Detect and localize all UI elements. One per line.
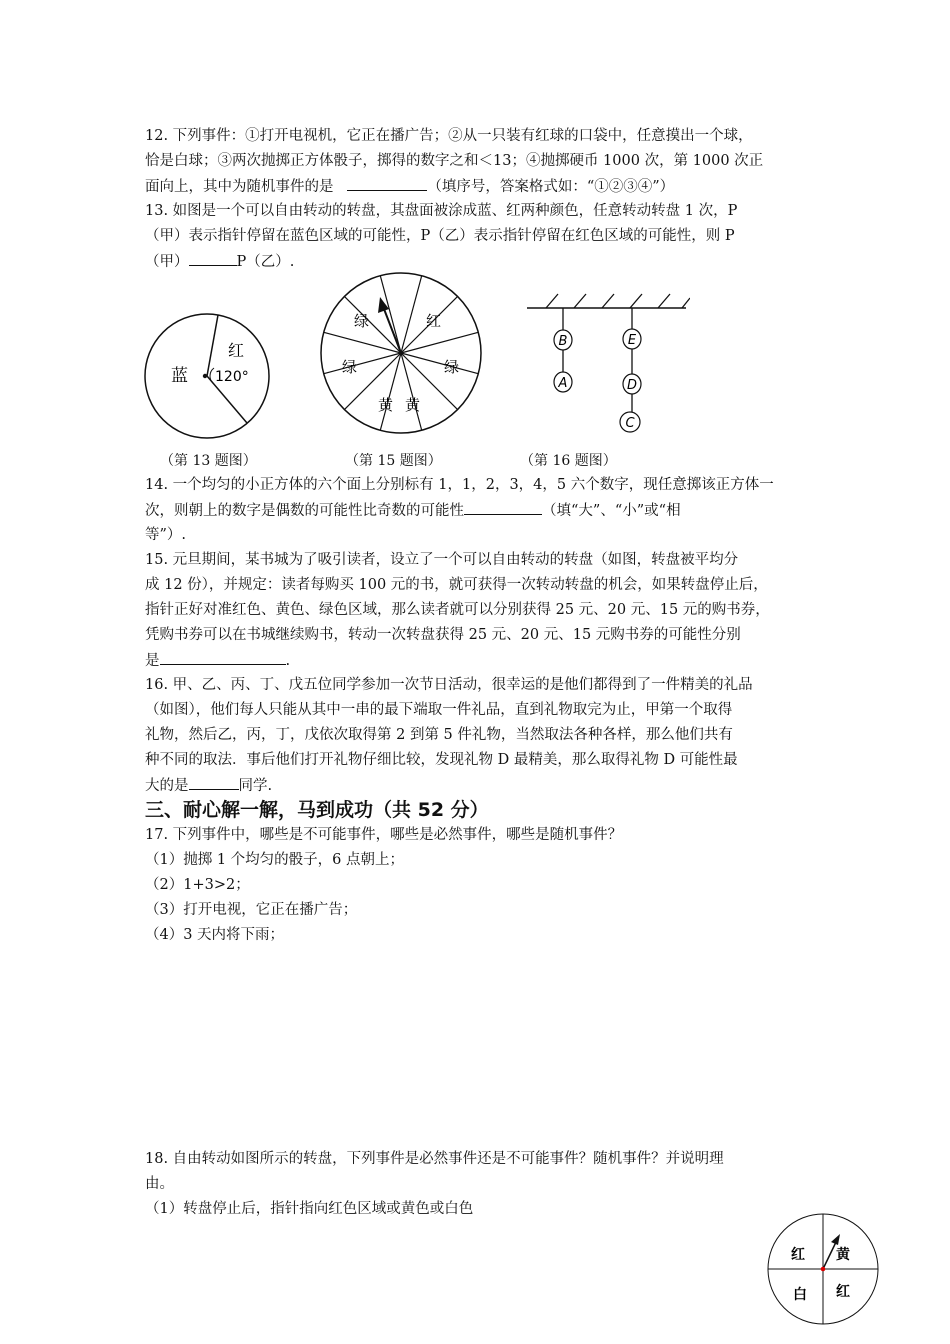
fig16-gift-d: D xyxy=(626,378,638,393)
q14-text: 次，则朝上的数字是偶数的可能性比奇数的可能性 xyxy=(145,503,464,519)
q16-text: 大的是 xyxy=(145,778,189,794)
fig13-red-label: 红 xyxy=(228,341,245,360)
fig15-label-green-2: 绿 xyxy=(342,358,358,376)
fig15-label-yellow-1: 黄 xyxy=(378,396,394,414)
fig16-gift-b: B xyxy=(558,334,568,349)
q15-line5 xyxy=(145,648,810,674)
fig15-pointer-head xyxy=(378,297,389,313)
q16-answer-blank[interactable] xyxy=(189,773,239,790)
fig15-sector-divider xyxy=(401,353,422,430)
fig16-caption: （第 16 题图） xyxy=(520,453,617,469)
fig16-gift-c: C xyxy=(625,416,635,431)
q13-answer-blank[interactable] xyxy=(189,249,237,266)
fig15-caption: （第 15 题图） xyxy=(345,453,442,469)
q17-item-1: （1）抛掷 1 个均匀的骰子，6 点朝上； xyxy=(145,852,405,868)
fig16-gift-e: E xyxy=(627,333,637,348)
q14-line1: 14. 一个均匀的小正方体的六个面上分别标有 1，1，2，3，4，5 六个数字，现任意掷该正方体一 xyxy=(145,477,774,493)
fig15-label-green-1: 绿 xyxy=(354,312,370,330)
q18-item-1: （1）转盘停止后，指针指向红色区域或黄色或白色 xyxy=(145,1201,474,1217)
q16-line4: 种不同的取法．事后他们打开礼物仔细比较，发现礼物 D 最精美，那么取得礼物 D 可能性最 xyxy=(145,752,738,768)
section-3-heading: 三、耐心解一解，马到成功（共 52 分） xyxy=(145,799,489,821)
q15-text: 是 xyxy=(145,653,160,669)
fig15-sector-divider xyxy=(324,353,401,374)
fig18-label-yellow: 黄 xyxy=(836,1247,850,1263)
q15-answer-blank[interactable] xyxy=(160,648,286,665)
q15-text-end: . xyxy=(285,653,291,669)
q12-line3 xyxy=(145,174,810,200)
q18-line2: 由。 xyxy=(145,1176,174,1192)
fig15-label-yellow-2: 黄 xyxy=(405,396,421,414)
q17-stem: 17. 下列事件中，哪些是不可能事件，哪些是必然事件，哪些是随机事件？ xyxy=(145,827,623,843)
q16-text-end: 同学. xyxy=(238,778,273,794)
q13-line2: （甲）表示指针停留在蓝色区域的可能性，P（乙）表示指针停留在红色区域的可能性，则 P xyxy=(145,228,735,244)
fig15-sector-divider xyxy=(380,353,401,430)
fig15-sector-divider xyxy=(344,296,401,353)
fig15-sector-divider xyxy=(401,353,478,374)
fig15-label-green-3: 绿 xyxy=(444,358,460,376)
q14-line3: 等”）. xyxy=(145,527,187,543)
q12-answer-blank[interactable] xyxy=(347,174,427,191)
q12-line1: 12. 下列事件：①打开电视机，它正在播广告；②从一只装有红球的口袋中，任意摸出一个球， xyxy=(145,128,753,144)
fig13-caption: （第 13 题图） xyxy=(160,453,257,469)
fig18-label-white: 白 xyxy=(793,1287,807,1303)
q12-text: 面向上，其中为随机事件的是 xyxy=(145,179,334,195)
fig15-sector-divider xyxy=(401,276,422,353)
fig18-label-red-2: 红 xyxy=(836,1284,850,1300)
q15-line1: 15. 元旦期间，某书城为了吸引读者，设立了一个可以自由转动的转盘（如图，转盘被平均分 xyxy=(145,552,739,568)
q17-item-3: （3）打开电视，它正在播广告； xyxy=(145,902,358,918)
fig15-sector-divider xyxy=(324,332,401,353)
q14-hint: （填“大”、“小”或“相 xyxy=(542,503,681,519)
fig16-gift-a: A xyxy=(558,376,568,391)
fig15-sector-divider xyxy=(401,332,478,353)
q13-text: （甲） xyxy=(145,254,189,270)
q13-text-end: P（乙）. xyxy=(236,254,295,270)
fig13-blue-label: 蓝 xyxy=(171,366,188,386)
q15-line2: 成 12 份），并规定：读者每购买 100 元的书，就可获得一次转动转盘的机会，如果转盘停止后， xyxy=(145,577,768,593)
fig13-angle-label: 120° xyxy=(215,369,249,385)
q14-line2 xyxy=(145,498,810,524)
q16-line1: 16. 甲、乙、丙、丁、戊五位同学参加一次节日活动，很幸运的是他们都得到了一件精美的礼品 xyxy=(145,677,753,693)
fig13-spinner xyxy=(140,312,274,440)
q15-line4: 凭购书券可以在书城继续购书，转动一次转盘获得 25 元、20 元、15 元购书券的可能性分别 xyxy=(145,627,741,643)
q14-answer-blank[interactable] xyxy=(464,498,542,515)
q18-line1: 18. 自由转动如图所示的转盘，下列事件是必然事件还是不可能事件？随机事件？并说明理 xyxy=(145,1151,724,1167)
q17-item-4: （4）3 天内将下雨； xyxy=(145,927,285,943)
q12-line2: 恰是白球；③两次抛掷正方体骰子，掷得的数字之和＜13；④抛掷硬币 1000 次，第 1000 次正 xyxy=(145,153,764,169)
q16-line3: 礼物，然后乙，丙，丁，戊依次取得第 2 到第 5 件礼物，当然取法各种各样，那么他们共有 xyxy=(145,727,733,743)
q16-line2: （如图），他们每人只能从其中一串的最下端取一件礼品，直到礼物取完为止，甲第一个取得 xyxy=(145,702,733,718)
q17-item-2: （2）1+3>2； xyxy=(145,877,250,893)
fig15-pointer xyxy=(384,309,401,353)
q12-hint: （填序号，答案格式如：“①②③④”） xyxy=(427,179,675,195)
q15-line3: 指针正好对准红色、黄色、绿色区域，那么读者就可以分别获得 25 元、20 元、15 元的购书券， xyxy=(145,602,770,618)
fig15-wheel xyxy=(318,270,484,436)
fig18-spinner xyxy=(764,1210,882,1328)
fig18-label-red-1: 红 xyxy=(791,1247,805,1263)
q16-line5 xyxy=(145,773,810,799)
fig16-hanging-gifts xyxy=(524,288,690,438)
fig15-label-red: 红 xyxy=(426,312,442,330)
fig15-sector-divider xyxy=(380,276,401,353)
q13-line1: 13. 如图是一个可以自由转动的转盘，其盘面被涂成蓝、红两种颜色，任意转动转盘 1 次，P xyxy=(145,203,738,219)
